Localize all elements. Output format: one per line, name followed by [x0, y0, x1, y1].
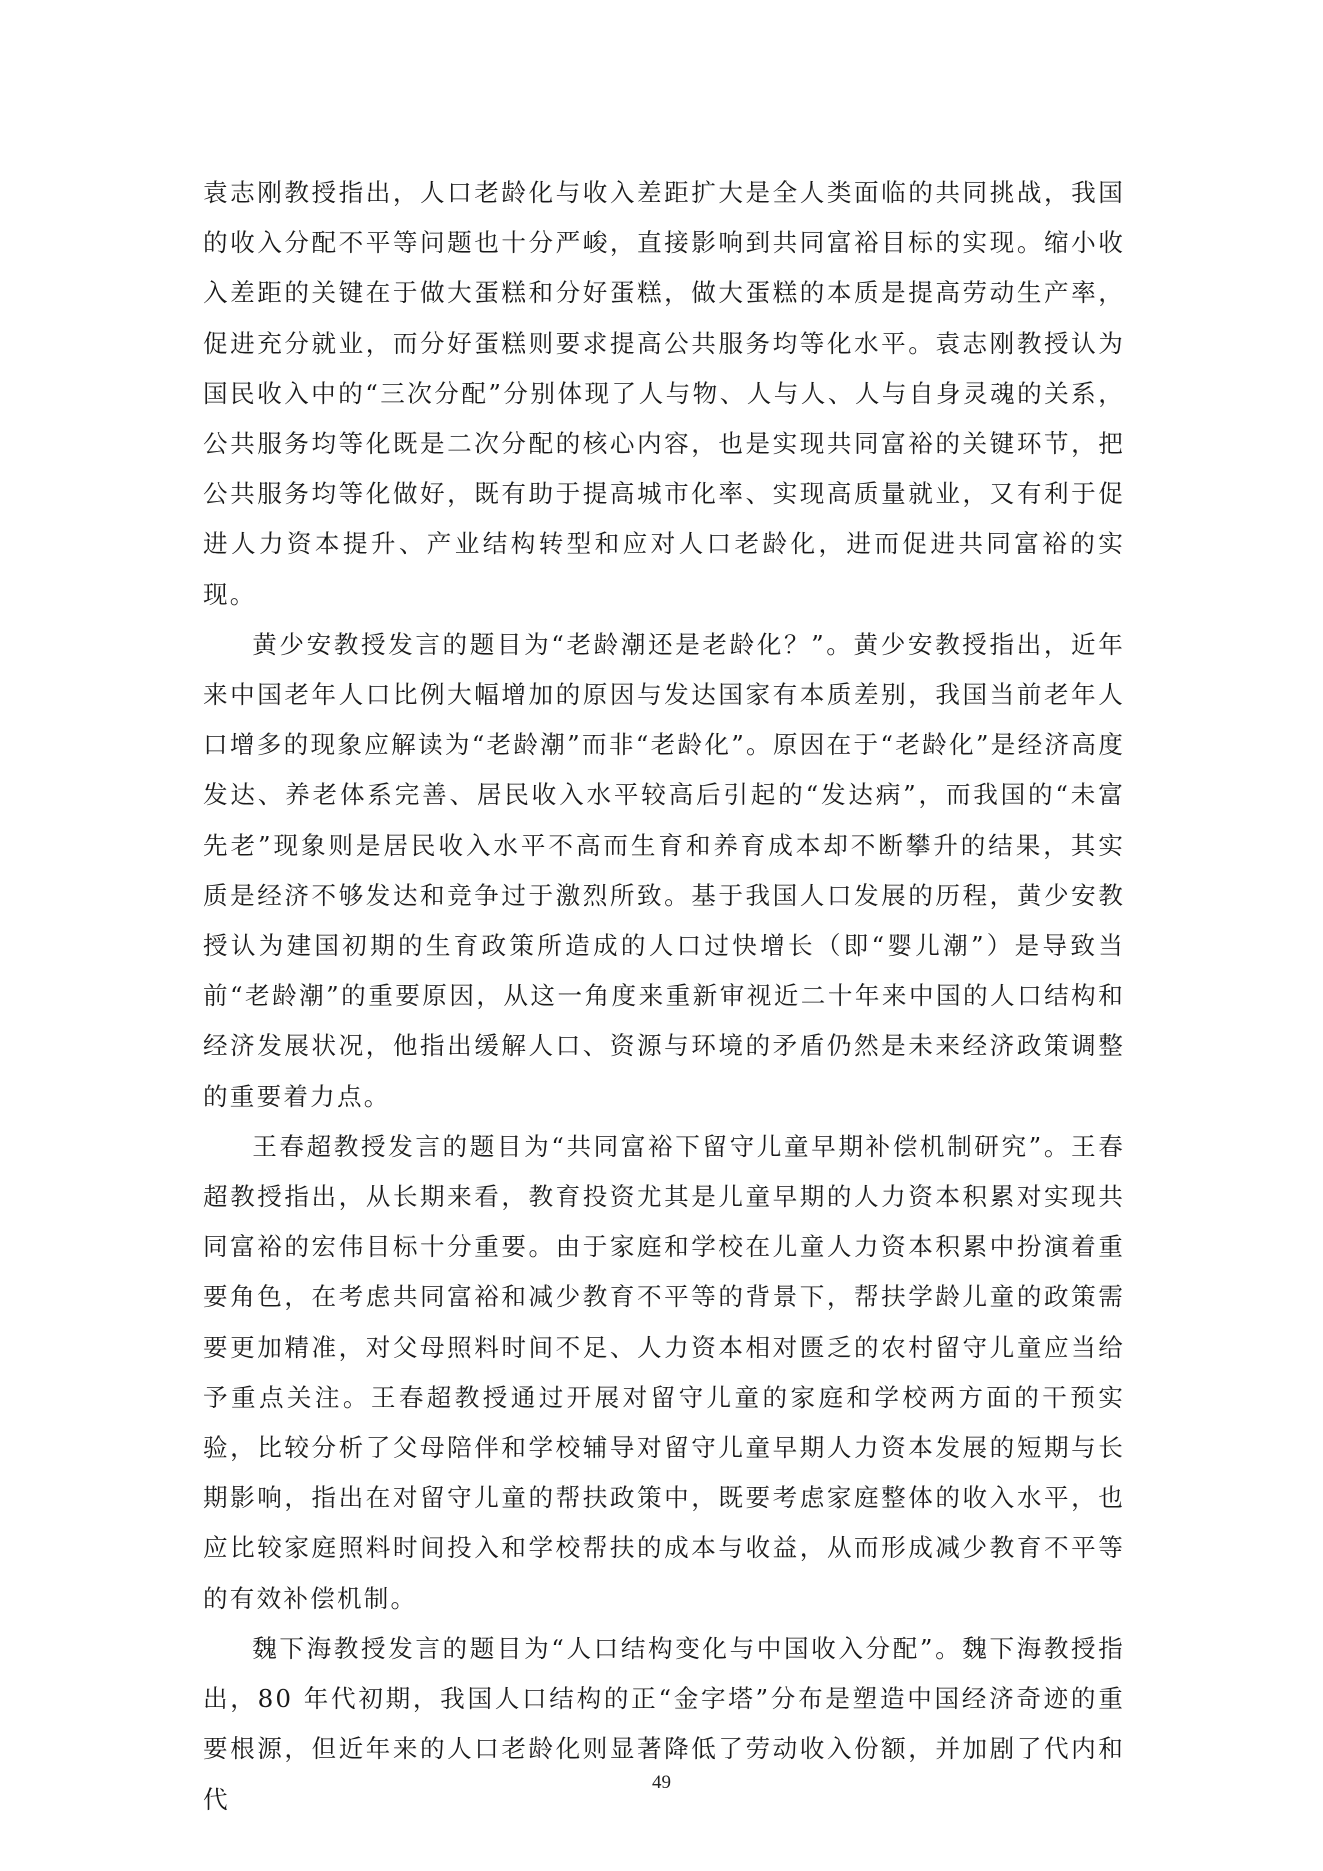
page-number: 49	[652, 1772, 671, 1793]
paragraph-huang-shaoan: 黄少安教授发言的题目为“老龄潮还是老龄化？”。黄少安教授指出，近年来中国老年人口比例大幅增加的原因与发达国家有本质差别，我国当前老年人口增多的现象应解读为“老龄潮”而非“老龄化”。原因在于“老龄化”是经济高度发达、养老体系完善、居民收入水平较高后引起的“发达病”，而我国的“未富先老”现象则是居民收入水平不高而生育和养育成本却不断攀升的结果，其实质是经济不够发达和竞争过于激烈所致。基于我国人口发展的历程，黄少安教授认为建国初期的生育政策所造成的人口过快增长（即“婴儿潮”）是导致当前“老龄潮”的重要原因，从这一角度来重新审视近二十年来中国的人口结构和经济发展状况，他指出缓解人口、资源与环境的矛盾仍然是未来经济政策调整的重要着力点。	[203, 629, 1125, 1111]
paragraph-wei-xiahai: 魏下海教授发言的题目为“人口结构变化与中国收入分配”。魏下海教授指出，80 年代初期，我国人口结构的正“金字塔”分布是塑造中国经济奇迹的重要根源，但近年来的人口老龄化则显著降低了劳动收入份额，并加剧了代内和代	[203, 1633, 1125, 1814]
paragraph-yuan-zhigang: 袁志刚教授指出，人口老龄化与收入差距扩大是全人类面临的共同挑战，我国的收入分配不平等问题也十分严峻，直接影响到共同富裕目标的实现。缩小收入差距的关键在于做大蛋糕和分好蛋糕，做大蛋糕的本质是提高劳动生产率，促进充分就业，而分好蛋糕则要求提高公共服务均等化水平。袁志刚教授认为国民收入中的“三次分配”分别体现了人与物、人与人、人与自身灵魂的关系，公共服务均等化既是二次分配的核心内容，也是实现共同富裕的关键环节，把公共服务均等化做好，既有助于提高城市化率、实现高质量就业，又有利于促进人力资本提升、产业结构转型和应对人口老龄化，进而促进共同富裕的实现。	[203, 178, 1125, 609]
body-text	[203, 168, 1125, 1825]
paragraph-wang-chunchao: 王春超教授发言的题目为“共同富裕下留守儿童早期补偿机制研究”。王春超教授指出，从长期来看，教育投资尤其是儿童早期的人力资本积累对实现共同富裕的宏伟目标十分重要。由于家庭和学校在儿童人力资本积累中扮演着重要角色，在考虑共同富裕和减少教育不平等的背景下，帮扶学龄儿童的政策需要更加精准，对父母照料时间不足、人力资本相对匮乏的农村留守儿童应当给予重点关注。王春超教授通过开展对留守儿童的家庭和学校两方面的干预实验，比较分析了父母陪伴和学校辅导对留守儿童早期人力资本发展的短期与长期影响，指出在对留守儿童的帮扶政策中，既要考虑家庭整体的收入水平，也应比较家庭照料时间投入和学校帮扶的成本与收益，从而形成减少教育不平等的有效补偿机制。	[203, 1131, 1125, 1613]
